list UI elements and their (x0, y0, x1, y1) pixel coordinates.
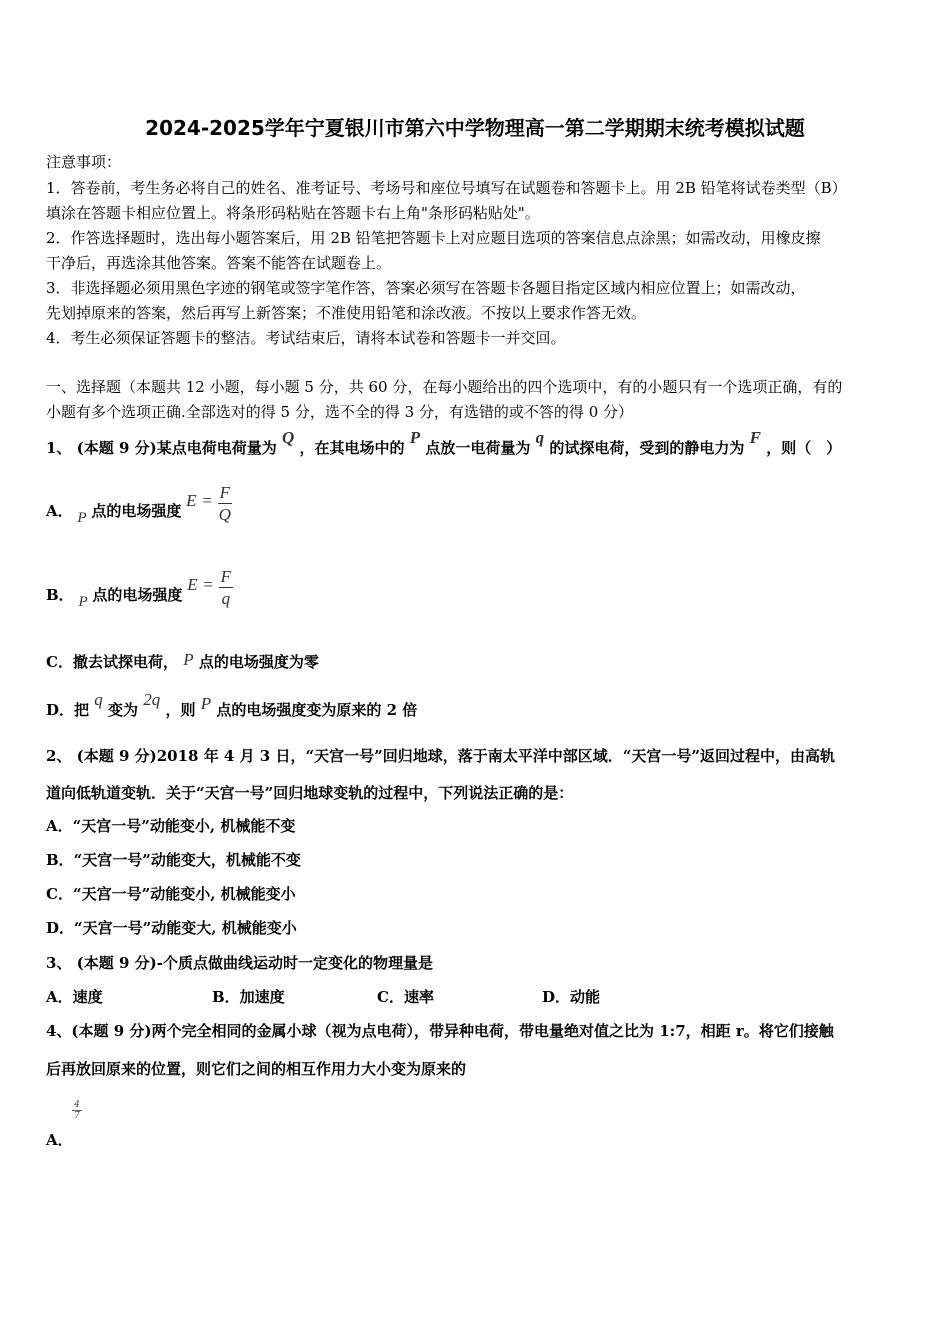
fraction-F-over-q (219, 567, 233, 610)
section-line: 小题有多个选项正确.全部选对的得 5 分，选不全的得 3 分，有选错的或不答的得 0 分） (46, 403, 634, 421)
option-text: 变为 (107, 701, 138, 719)
notice-heading: 注意事项： (46, 153, 122, 171)
question-3-stem: 3、 (本题 9 分)-个质点做曲线运动时一定变化的物理量是 (46, 954, 433, 972)
stem-text: ，则（ ） (766, 439, 842, 457)
option-label: C．撤去试探电荷， (46, 653, 178, 671)
notice-line: 先划掉原来的答案，然后再写上新答案；不准使用铅笔和涂改液。不按以上要求作答无效。 (46, 304, 647, 322)
fraction-4-over-7 (72, 1100, 82, 1121)
option-A: A．速度 (46, 988, 103, 1006)
notice-line: 4．考生必须保证答题卡的整洁。考试结束后，请将本试卷和答题卡一并交回。 (46, 329, 566, 347)
option-C: C．速率 (377, 988, 434, 1006)
stem-text: 点放一电荷量为 (425, 439, 531, 457)
option-C: C．“天宫一号”动能变小, 机械能变小 (46, 885, 296, 903)
fraction-denominator: Q (218, 504, 231, 524)
equals-sign: = (201, 491, 213, 510)
fraction-denominator: q (221, 588, 231, 608)
option-A: A． (46, 1131, 73, 1149)
question-2-stem: 2、 (本题 9 分)2018 年 4 月 3 日，“天宫一号”回归地球，落于南太平洋中部区域．“天宫一号”返回过程中，由高轨 (46, 747, 835, 765)
notice-line: 填涂在答题卡相应位置上。将条形码粘贴在答题卡右上角"条形码粘贴处"。 (46, 204, 540, 222)
option-B: B．加速度 (212, 988, 285, 1006)
symbol-E: E (187, 575, 198, 594)
symbol-P: P (409, 428, 421, 447)
symbol-P: P (200, 694, 212, 713)
option-text: 点的电场强度 (92, 586, 183, 604)
notice-line: 1．答卷前，考生务必将自己的姓名、准考证号、考场号和座位号填写在试题卷和答题卡上。用 2B 铅笔将试卷类型（B） (46, 179, 847, 197)
symbol-P: P (77, 510, 87, 526)
option-D (46, 692, 417, 728)
equals-sign: = (202, 575, 214, 594)
question-4-stem: 后再放回原来的位置，则它们之间的相互作用力大小变为原来的 (46, 1060, 467, 1078)
option-text: ，则 (165, 701, 196, 719)
fraction-numerator: 4 (72, 1100, 82, 1111)
symbol-E: E (186, 491, 197, 510)
option-B: B．“天宫一号”动能变大，机械能不变 (46, 851, 301, 869)
symbol-P: P (183, 650, 194, 669)
option-label: B． (46, 586, 74, 604)
option-C (46, 652, 319, 672)
option-B (46, 566, 233, 621)
notice-line: 2．作答选择题时，选出每小题答案后，用 2B 铅笔把答题卡上对应题目选项的答案信息点涂黑；如需改动，用橡皮擦 (46, 229, 821, 247)
option-D: D．“天宫一号”动能变大, 机械能变小 (46, 919, 297, 937)
fraction-numerator: F (219, 482, 230, 502)
stem-text: 的试探电荷，受到的静电力为 (549, 439, 745, 457)
notice-line: 干净后，再选涂其他答案。答案不能答在试题卷上。 (46, 254, 392, 272)
option-label: A． (46, 502, 73, 520)
page-title: 2024-2025学年宁夏银川市第六中学物理高一第二学期期末统考模拟试题 (145, 116, 805, 140)
notice-line: 3．非选择题必须用黑色字迹的钢笔或签字笔作答，答案必须写在答题卡各题目指定区域内相应位置上；如需改动， (46, 279, 806, 297)
question-1-stem (46, 428, 841, 468)
option-label: D．把 (46, 701, 90, 719)
stem-text: ，在其电场中的 (299, 439, 405, 457)
symbol-q: q (535, 428, 545, 447)
question-4-stem: 4、(本题 9 分)两个完全相同的金属小球（视为点电荷），带异种电荷，带电量绝对值之比为 1:7，相距 r。将它们接触 (46, 1022, 834, 1040)
fraction-F-over-Q (218, 483, 232, 526)
option-A: A．“天宫一号”动能变小, 机械能不变 (46, 817, 296, 835)
symbol-Q: Q (281, 428, 295, 447)
option-A (46, 482, 232, 537)
option-text: 点的电场强度 (91, 502, 182, 520)
option-text: 点的电场强度为零 (198, 653, 319, 671)
stem-text: 1、 (本题 9 分)某点电荷电荷量为 (46, 439, 277, 457)
symbol-F: F (749, 428, 761, 447)
fraction-denominator: 7 (74, 1111, 80, 1121)
symbol-q: q (94, 690, 103, 709)
symbol-P: P (78, 594, 88, 610)
fraction-numerator: F (220, 566, 232, 586)
symbol-2q: 2q (143, 690, 161, 709)
option-text: 点的电场强度变为原来的 2 倍 (216, 701, 418, 719)
section-line: 一、选择题（本题共 12 小题，每小题 5 分，共 60 分，在每小题给出的四个选项中，有的小题只有一个选项正确，有的 (46, 378, 843, 396)
option-D: D．动能 (542, 988, 601, 1006)
question-2-stem: 道向低轨道变轨．关于“天宫一号”回归地球变轨的过程中，下列说法正确的是： (46, 784, 574, 802)
